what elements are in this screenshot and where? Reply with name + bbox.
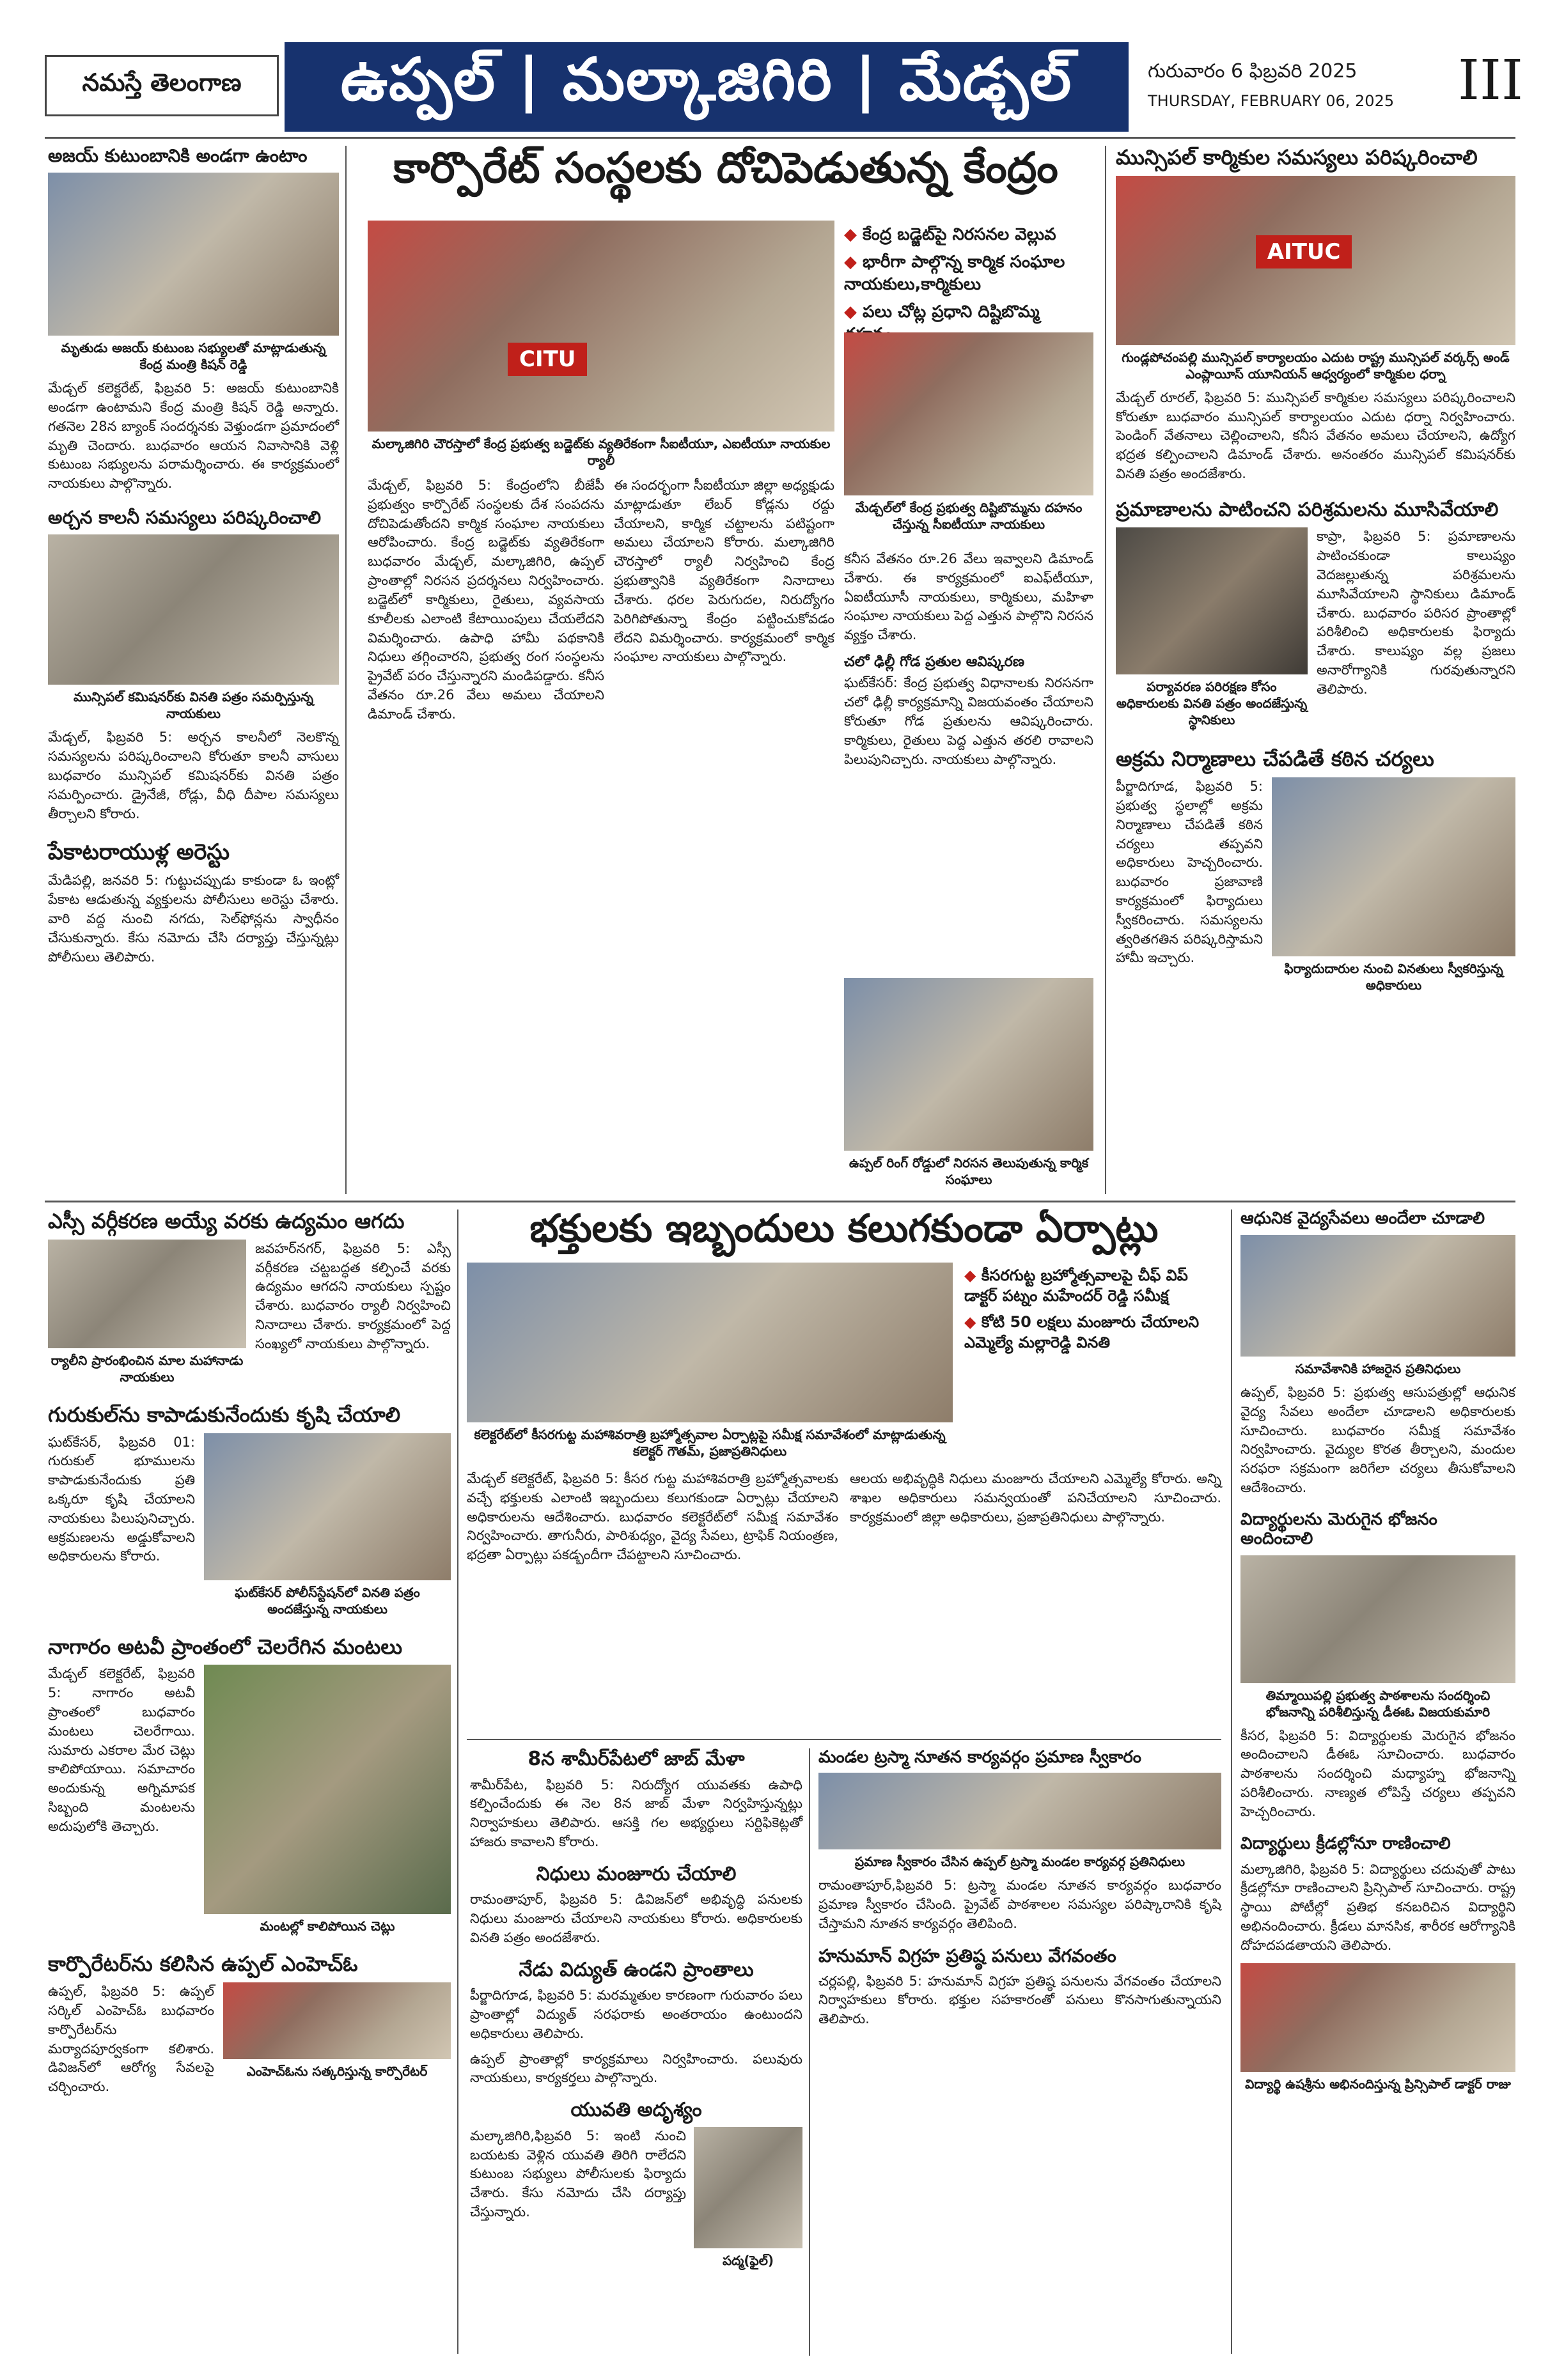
photo-block (467, 1263, 953, 1466)
article-body: పీర్జాదిగూడ, ఫిబ్రవరి 5: మరమ్మతుల కారణంగా గురువారం పలు ప్రాంతాల్లో విద్యుత్ సరఫరాకు అంతరాయం ఉంటుందని అధికారులు తెలిపారు. (470, 1987, 802, 2041)
briefs-column (470, 1748, 802, 2275)
photo-block (1116, 527, 1308, 735)
lead-photo-block-3 (844, 978, 1093, 1194)
lead-photo-block-2 (844, 332, 1093, 539)
story-row (470, 2127, 802, 2275)
divider (809, 1748, 810, 2356)
article-body: ఘట్‌కేసర్: కేంద్ర ప్రభుత్వ విధానాలకు నిరసనగా చలో ఢిల్లీ కార్యక్రమాన్ని విజయవంతం చేయాలని కోరుతూ గోడ ప్రతులను ఆవిష్కరించారు. కార్మికులు, రైతులు పెద్ద ఎత్తున తరలి రావాలని పిలుపునిచ్చారు. నాయకులు పాల్గొన్నారు. (844, 675, 1093, 767)
article-body: మేడ్చల్ కలెక్టరేట్, ఫిబ్రవరి 5: అజయ్ కుటుంబానికి అండగా ఉంటామని కేంద్ర మంత్రి కిషన్ రెడ్డి అన్నారు. గతనెల 28న బ్యాంక్ సందర్శనకు వెళ్తుండగా ప్రమాదంలో మృతి చెందారు. బుధవారం ఆయన నివాసానికి వెళ్లి కుటుంబ సభ్యులను పరామర్శించారు. ఈ కార్యక్రమంలో నాయకులు పాల్గొన్నారు. (48, 380, 339, 492)
date-telugu: గురువారం 6 ఫిబ్రవరి 2025 (1148, 60, 1357, 82)
headline: గురుకుల్‌ను కాపాడుకునేందుకు కృషి చేయాలి (48, 1402, 401, 1427)
headline: ఎస్సీ వర్గీకరణ అయ్యే వరకు ఉద్యమం ఆగదు (48, 1209, 405, 1233)
article-body: మేడ్చల్, ఫిబ్రవరి 5: అర్చన కాలనీలో నెలకొన్న సమస్యలను పరిష్కరించాలని కోరుతూ కాలనీ వాసులు బుధవారం మున్సిపల్ కమిషనర్‌కు వినతి పత్రం సమర్పించారు. డ్రైనేజీ, రోడ్లు, వీధి దీపాల సమస్యలు తీర్చాలని కోరారు. (48, 729, 339, 821)
bullet-point: ◆ పలు చోట్ల ప్రధాని దిష్టిబొమ్మ (844, 301, 1093, 346)
top-left-column (48, 146, 339, 967)
headline: మున్సిపల్ కార్మికుల సమస్యలు పరిష్కరించాలి (1116, 145, 1478, 169)
article-body: కీసర, ఫిబ్రవరి 5: విద్యార్థులకు మెరుగైన భోజనం అందించాలని డీఈఓ సూచించారు. బుధవారం పాఠశాలను సందర్శించి మధ్యాహ్న భోజనాన్ని పరిశీలించారు. నాణ్యత లోపిస్తే చర్యలు తప్పవని హెచ్చరించారు. (1240, 1727, 1515, 1819)
story-text-row (467, 1470, 1221, 1565)
article-body: ఘట్‌కేసర్, ఫిబ్రవరి 01: గురుకుల్ భూములను కాపాడుకునేందుకు ప్రతి ఒక్కరూ కృషి చేయాలని నాయకులు పిలుపునిచ్చారు. ఆక్రమణలను అడ్డుకోవాలని అధికారులను కోరారు. (48, 1434, 195, 1564)
story-row (48, 1433, 451, 1624)
news-photo (844, 978, 1093, 1151)
article-body: కనీస వేతనం రూ.26 వేలు ఇవ్వాలని డిమాండ్ చేశారు. ఈ కార్యక్రమంలో ఐఎఫ్‌టీయూ, ఏఐటీయూసీ నాయకులు, కార్మికులు, మహిళా సంఘాల నాయకులు పెద్ద ఎత్తున పాల్గొని నిరసన వ్యక్తం చేశారు. (844, 551, 1093, 643)
news-photo (223, 1982, 451, 2059)
story-row (1116, 777, 1515, 1000)
photo-caption: ఎంహెచ్‌ఓను సత్కరిస్తున్న కార్పొరేటర్ (246, 2064, 428, 2080)
photo-caption: మంటల్లో కాలిపోయిన చెట్లు (260, 1918, 395, 1934)
news-photo (48, 534, 339, 685)
divider (45, 137, 1515, 139)
paper-name: నమస్తే తెలంగాణ (45, 55, 279, 116)
news-photo (204, 1665, 451, 1914)
photo-caption: తిమ్మాయిపల్లి ప్రభుత్వ పాఠశాలను సందర్శించి భోజనాన్ని పరిశీలిస్తున్న డీఈఓ విజయకుమారి (1265, 1687, 1490, 1720)
headline: 8న శామీర్‌పేటలో జాబ్ మేళా (528, 1748, 745, 1770)
photo-block (694, 2127, 802, 2275)
photo-caption: మృతుడు అజయ్ కుటుంబ సభ్యులతో మాట్లాడుతున్న కేంద్ర మంత్రి కిషన్ రెడ్డి (61, 340, 326, 373)
photo-caption: మల్కాజిగిరి చౌరస్తాలో కేంద్ర ప్రభుత్వ బడ్జెట్‌కు వ్యతిరేకంగా సీఐటీయూ, ఎఐటీయూ నాయకుల ర్యాలీ (372, 436, 831, 468)
news-photo (368, 221, 834, 432)
article-body: ఉప్పల్, ఫిబ్రవరి 5: ప్రభుత్వ ఆసుపత్రుల్లో ఆధునిక వైద్య సేవలు అందేలా చూడాలని అధికారులకు సూచించారు. బుధవారం సమీక్ష సమావేశం నిర్వహించారు. వైద్యుల కొరత తీర్చాలని, మందుల సరఫరా సక్రమంగా జరిగేలా చర్యలు తీసుకోవాలని ఆదేశించారు. (1240, 1384, 1515, 1495)
story-row (1116, 527, 1515, 735)
article-body: రామంతాపూర్,ఫిబ్రవరి 5: ట్రస్మా మండల నూతన కార్యవర్గం బుధవారం ప్రమాణ స్వీకారం చేసింది. ప్రైవేట్ పాఠశాలల సమస్యల పరిష్కారానికి కృషి చేస్తామని నూతన కార్యవర్గం తెలిపింది. (818, 1877, 1221, 1931)
article-body: రామంతాపూర్, ఫిబ్రవరి 5: డివిజన్‌లో అభివృద్ధి పనులకు నిధులు మంజూరు చేయాలని నాయకులు కోరారు. అధికారులకు వినతి పత్రం అందజేశారు. (470, 1892, 802, 1945)
headline: ప్రమాణాలను పాటించని పరిశ్రమలను మూసివేయాలి (1116, 498, 1499, 521)
divider (1105, 146, 1106, 1194)
photo-caption: విద్యార్థి ఉషశ్రీను అభినందిస్తున్న ప్రిన్సిపాల్ డాక్టర్ రాజు (1245, 2076, 1511, 2092)
bottom-left-column (48, 1209, 451, 2097)
headline: మండల ట్రస్మా నూతన కార్యవర్గం ప్రమాణ స్వీకారం (818, 1748, 1141, 1767)
photo-block (48, 1240, 246, 1392)
photo-caption: మేడ్చల్‌లో కేంద్ర ప్రభుత్వ దిష్టిబొమ్మను దహనం చేస్తున్న సీఐటీయూ నాయకులు (855, 500, 1083, 532)
news-photo (467, 1263, 953, 1422)
article-body: జవహర్‌నగర్, ఫిబ్రవరి 5: ఎస్సీ వర్గీకరణ చట్టబద్ధత కల్పించే వరకు ఉద్యమం ఆగదని నాయకులు స్పష్టం చేశారు. బుధవారం ర్యాలీ నిర్వహించి నినాదాలు చేశారు. కార్యక్రమంలో పెద్ద సంఖ్యలో నాయకులు పాల్గొన్నారు. (255, 1240, 451, 1351)
article-body: మేడ్చల్ కలెక్టరేట్, ఫిబ్రవరి 5: కీసర గుట్ట మహాశివరాత్రి బ్రహ్మోత్సవాలకు వచ్చే భక్తులకు ఎలాంటి ఇబ్బందులు కలుగకుండా ఏర్పాట్లు చేయాలని అధికారులను ఆదేశించారు. బుధవారం కలెక్టరేట్‌లో సమీక్ష సమావేశం నిర్వహించారు. తాగునీరు, పారిశుధ్యం, వైద్య సేవలు, ట్రాఫిక్ నియంత్రణ, భద్రతా ఏర్పాట్లు పకడ్బందీగా చేపట్టాలని సూచించారు. (467, 1471, 838, 1563)
photo-caption: పర్యావరణ పరిరక్షణ కోసం అధికారులకు వినతి పత్రం అందజేస్తున్న స్థానికులు (1116, 679, 1308, 728)
headline: హనుమాన్ విగ్రహ ప్రతిష్ఠ పనులు వేగవంతం (818, 1945, 1116, 1967)
news-photo (1240, 1963, 1515, 2072)
news-photo (1240, 1555, 1515, 1683)
photo-caption: ఘట్‌కేసర్ పోలీస్‌స్టేషన్‌లో వినతి పత్రం అందజేస్తున్న నాయకులు (235, 1584, 420, 1617)
article-body: శామీర్‌పేట, ఫిబ్రవరి 5: నిరుద్యోగ యువతకు ఉపాధి కల్పించేందుకు ఈ నెల 8న జాబ్ మేళా నిర్వహిస్తున్నట్లు నిర్వాహకులు తెలిపారు. ఆసక్తి గల అభ్యర్థులు సర్టిఫికెట్లతో హాజరు కావాలని కోరారు. (470, 1777, 802, 1849)
article-body: మేడ్చల్ కలెక్టరేట్, ఫిబ్రవరి 5: నాగారం అటవీ ప్రాంతంలో బుధవారం మంటలు చెలరేగాయి. సుమారు ఎకరాల మేర చెట్లు కాలిపోయాయి. సమాచారం అందుకున్న అగ్నిమాపక సిబ్బంది మంటలను అదుపులోకి తెచ్చారు. (48, 1666, 195, 1834)
headline: నేడు విద్యుత్ ఉండని ప్రాంతాలు (519, 1958, 754, 1981)
photo-block (1272, 777, 1515, 1000)
news-photo (818, 1773, 1221, 1849)
divider (45, 1201, 1515, 1202)
bullet-point: ◆ కోటి 50 లక్షలు మంజూరు చేయాలని ఎమ్మెల్యే మల్లారెడ్డి వినతి (964, 1312, 1221, 1353)
headline: విద్యార్థులను మెరుగైన భోజనం అందించాలి (1240, 1509, 1437, 1548)
bottom-right-column (1240, 1209, 1515, 2099)
article-body: మేడ్చల్, ఫిబ్రవరి 5: కేంద్రంలోని బీజేపీ ప్రభుత్వం కార్పొరేట్ సంస్థలకు దేశ సంపదను దోచిపెడుతోందని కార్మిక సంఘాల నాయకులు ఆరోపించారు. కేంద్ర బడ్జెట్‌కు వ్యతిరేకంగా బుధవారం మేడ్చల్, మల్కాజిగిరి, ఉప్పల్ ప్రాంతాల్లో నిరసన ప్రదర్శనలు నిర్వహించారు. బడ్జెట్‌లో కార్మికులు, రైతులు, వ్యవసాయ కూలీలకు ఎలాంటి కేటాయింపులు చేయలేదని విమర్శించారు. ఉపాధి హామీ పథకానికి నిధులు తగ్గించారని, ప్రభుత్వ రంగ సంస్థలను ప్రైవేట్ పరం చేస్తున్నారని మండిపడ్డారు. కనీస వేతనం రూ.26 వేలు అమలు చేయాలని డిమాండ్ చేశారు. (368, 478, 604, 722)
headline: అజయ్ కుటుంబానికి అండగా ఉంటాం (48, 145, 308, 166)
article-body: ఆలయ అభివృద్ధికి నిధులు మంజూరు చేయాలని ఎమ్మెల్యే కోరారు. అన్ని శాఖల అధికారులు సమన్వయంతో పనిచేయాలని సూచించారు. కార్యక్రమంలో జిల్లా అధికారులు, ప్రజాప్రతినిధులు పాల్గొన్నారు. (850, 1471, 1221, 1525)
headline: పేకాటరాయుళ్ల అరెస్టు (48, 839, 230, 866)
headline: యువతి అదృశ్యం (570, 2099, 702, 2122)
news-photo (1272, 777, 1515, 956)
photo-caption: సమావేశానికి హాజరైన ప్రతినిధులు (1295, 1360, 1461, 1376)
lead-col-2 (614, 476, 834, 667)
news-photo (1116, 527, 1308, 674)
article-body: ఉప్పల్ ప్రాంతాల్లో కార్యక్రమాలు నిర్వహించారు. పలువురు నాయకులు, కార్యకర్తలు పాల్గొన్నారు. (470, 2051, 802, 2086)
portrait-photo (694, 2127, 802, 2248)
news-photo (204, 1433, 451, 1580)
lead-col-3 (844, 550, 1093, 769)
article-body: మల్కాజిగిరి,ఫిబ్రవరి 5: ఇంటి నుంచి బయటకు వెళ్లిన యువతి తిరిగి రాలేదని కుటుంబ సభ్యులు పోలీసులకు ఫిర్యాదు చేశారు. కేసు నమోదు చేసి దర్యాప్తు చేస్తున్నారు. (470, 2127, 686, 2220)
photo-block (204, 1433, 451, 1624)
article-body: ఈ సందర్భంగా సీఐటీయూ జిల్లా అధ్యక్షుడు మాట్లాడుతూ లేబర్ కోడ్లను రద్దు చేయాలని, కార్మిక చట్టాలను పటిష్టంగా అమలు చేయాలని కోరారు. మల్కాజిగిరి చౌరస్తాలో ర్యాలీ నిర్వహించి కేంద్ర ప్రభుత్వానికి వ్యతిరేకంగా నినాదాలు చేశారు. ధరల పెరుగుదల, నిరుద్యోగం పెరిగిపోతున్నా కేంద్రం పట్టించుకోవడం లేదని విమర్శించారు. కార్యక్రమంలో కార్మిక సంఘాల నాయకులు పాల్గొన్నారు. (614, 478, 834, 665)
photo-banner-text: AITUC (1256, 235, 1352, 268)
news-photo (1240, 1235, 1515, 1357)
divider (1231, 1209, 1232, 2354)
bullet-point: ◆ కీసరగుట్ట బ్రహ్మోత్సవాలపై చీఫ్ విప్ డాక్టర్ పట్నం మహేందర్ రెడ్డి సమీక్ష (964, 1265, 1221, 1307)
story-headline: భక్తులకు ఇబ్బందులు కలుగకుండా ఏర్పాట్లు (529, 1206, 1159, 1251)
photo-caption: కలెక్టరేట్‌లో కీసరగుట్ట మహాశివరాత్రి బ్రహ్మోత్సవాల ఏర్పాట్లపై సమీక్ష సమావేశంలో మాట్లాడుతున్న కలెక్టర్ గౌతమ్, ప్రజాప్రతినిధులు (474, 1427, 946, 1459)
news-photo (48, 173, 339, 336)
masthead (45, 37, 1523, 133)
photo-banner-text: CITU (508, 343, 587, 376)
divider (345, 146, 347, 1194)
subheadline: చలో ఢిల్లీ గోడ ప్రతుల ఆవిష్కరణ (844, 654, 1025, 671)
headline: అక్రమ నిర్మాణాలు చేపడితే కఠిన చర్యలు (1116, 747, 1434, 772)
photo-caption: గుండ్లపోచంపల్లి మున్సిపల్ కార్యాలయం ఎదుట రాష్ట్ర మున్సిపల్ వర్కర్స్ అండ్ ఎంప్లాయీస్ యూనియన్ ఆధ్వర్యంలో కార్మికుల ధర్నా (1122, 349, 1510, 382)
news-photo (844, 332, 1093, 495)
page-number: III (1458, 49, 1523, 113)
headline: ఆధునిక వైద్యసేవలు అందేలా చూడాలి (1240, 1209, 1485, 1228)
article-body: మేడ్చల్ రూరల్, ఫిబ్రవరి 5: మున్సిపల్ కార్మికుల సమస్యలు పరిష్కరించాలని కోరుతూ బుధవారం మున్సిపల్ కార్యాలయం ఎదుట ధర్నా నిర్వహించారు. పెండింగ్ వేతనాలు చెల్లించాలని, కనీస వేతనం అమలు చేయాలని, ఉద్యోగ భద్రత కల్పించాలని డిమాండ్ చేశారు. అనంతరం మున్సిపల్ కమిషనర్‌కు వినతి పత్రం అందజేశారు. (1116, 389, 1515, 482)
story-bullets (964, 1263, 1221, 1466)
article-body: మేడిపల్లి, జనవరి 5: గుట్టుచప్పుడు కాకుండా ఓ ఇంట్లో పేకాట ఆడుతున్న వ్యక్తులను పోలీసులు అరెస్టు చేశారు. వారి వద్ద నుంచి నగదు, సెల్‌ఫోన్లను స్వాధీనం చేసుకున్నారు. కేసు నమోదు చేసి దర్యాప్తు చేస్తున్నట్లు పోలీసులు తెలిపారు. (48, 873, 339, 965)
article-body: కాప్రా, ఫిబ్రవరి 5: ప్రమాణాలను పాటించకుండా కాలుష్యం వెదజల్లుతున్న పరిశ్రమలను మూసివేయాలని స్థానికులు డిమాండ్ చేశారు. బుధవారం పరిసర ప్రాంతాల్లో పరిశీలించి అధికారులకు ఫిర్యాదు చేశారు. కాలుష్యం వల్ల ప్రజలు అనారోగ్యానికి గురవుతున్నారని తెలిపారు. (1317, 529, 1515, 697)
article-body: ఉప్పల్, ఫిబ్రవరి 5: ఉప్పల్ సర్కిల్ ఎంహెచ్‌ఓ బుధవారం కార్పొరేటర్‌ను మర్యాదపూర్వకంగా కలిశారు. డివిజన్‌లో ఆరోగ్య సేవలపై చర్చించారు. (48, 1984, 214, 2095)
news-photo (48, 1240, 246, 1348)
photo-caption: ర్యాలీని ప్రారంభించిన మాల మహానాడు నాయకులు (51, 1352, 244, 1385)
bullet-point: ◆ కేంద్ర బడ్జెట్‌పై నిరసనల వెల్లువ (844, 224, 1093, 246)
lead-col-1 (368, 476, 604, 724)
photo-caption: మున్సిపల్ కమిషనర్‌కు వినతి పత్రం సమర్పిస్తున్న నాయకులు (73, 689, 314, 722)
story-row (48, 1982, 451, 2097)
article-body: చర్లపల్లి, ఫిబ్రవరి 5: హనుమాన్ విగ్రహ ప్రతిష్ఠ పనులను వేగవంతం చేయాలని నిర్వాహకులు కోరారు. భక్తుల సహకారంతో పనులు కొనసాగుతున్నాయని తెలిపారు. (818, 1973, 1221, 2027)
story-row (48, 1665, 451, 1941)
photo-caption: ఉప్పల్ రింగ్ రోడ్డులో నిరసన తెలుపుతున్న కార్మిక సంఘాలు (849, 1155, 1089, 1187)
headline: కార్పొరేటర్‌ను కలిసిన ఉప్పల్ ఎంహెచ్‌ఓ (48, 1952, 358, 1977)
headline: నాగారం అటవీ ప్రాంతంలో చెలరేగిన మంటలు (48, 1634, 403, 1659)
lead-story (355, 144, 1097, 205)
photo-caption: ప్రమాణ స్వీకారం చేసిన ఉప్పల్ ట్రస్మా మండల కార్యవర్గ ప్రతినిధులు (854, 1853, 1185, 1869)
headline: అర్చన కాలనీ సమస్యలు పరిష్కరించాలి (48, 507, 322, 529)
photo-block (223, 1982, 451, 2097)
divider (457, 1209, 458, 2354)
photo-caption: పద్మ(ఫైల్) (722, 2252, 774, 2268)
news-photo (1116, 176, 1515, 345)
photo-block (204, 1665, 451, 1941)
divider (467, 1739, 1221, 1740)
region-banner: ఉప్పల్ | మల్కాజిగిరి | మేడ్చల్ (285, 42, 1129, 132)
photo-caption: ఫిర్యాదుదారుల నుంచి వినతులు స్వీకరిస్తున్న అధికారులు (1284, 961, 1503, 993)
headline: విద్యార్థులు క్రీడల్లోనూ రాణించాలి (1240, 1833, 1451, 1853)
date-english: THURSDAY, FEBRUARY 06, 2025 (1148, 92, 1395, 110)
lead-headline: కార్పొరేట్ సంస్థలకు దోచిపెడుతున్న కేంద్రం (393, 143, 1058, 192)
article-body: పీర్జాదిగూడ, ఫిబ్రవరి 5: ప్రభుత్వ స్థలాల్లో అక్రమ నిర్మాణాలు చేపడితే కఠిన చర్యలు తప్పవని అధికారులు హెచ్చరించారు. బుధవారం ప్రజావాణి కార్యక్రమంలో ఫిర్యాదులు స్వీకరించారు. సమస్యలను త్వరితగతిన పరిష్కరిస్తామని హామీ ఇచ్చారు. (1116, 779, 1263, 966)
top-right-column (1116, 146, 1515, 1000)
article-body: మల్కాజిగిరి, ఫిబ్రవరి 5: విద్యార్థులు చదువుతో పాటు క్రీడల్లోనూ రాణించాలని ప్రిన్సిపాల్ సూచించారు. రాష్ట్ర స్థాయి పోటీల్లో ప్రతిభ కనబరిచిన విద్యార్థిని అభినందించారు. క్రీడలు మానసిక, శారీరక ఆరోగ్యానికి దోహదపడతాయని తెలిపారు. (1240, 1861, 1515, 1953)
lead-photo-block (368, 221, 834, 475)
briefs-column-2 (818, 1748, 1221, 2029)
story-row (48, 1240, 451, 1392)
bottom-center-story (467, 1207, 1221, 1565)
bullet-point: ◆ భారీగా పాల్గొన్న కార్మిక సంఘాల నాయకులు,కార్మికులు (844, 251, 1093, 296)
story-row (467, 1263, 1221, 1466)
headline: నిధులు మంజూరు చేయాలి (536, 1862, 737, 1885)
